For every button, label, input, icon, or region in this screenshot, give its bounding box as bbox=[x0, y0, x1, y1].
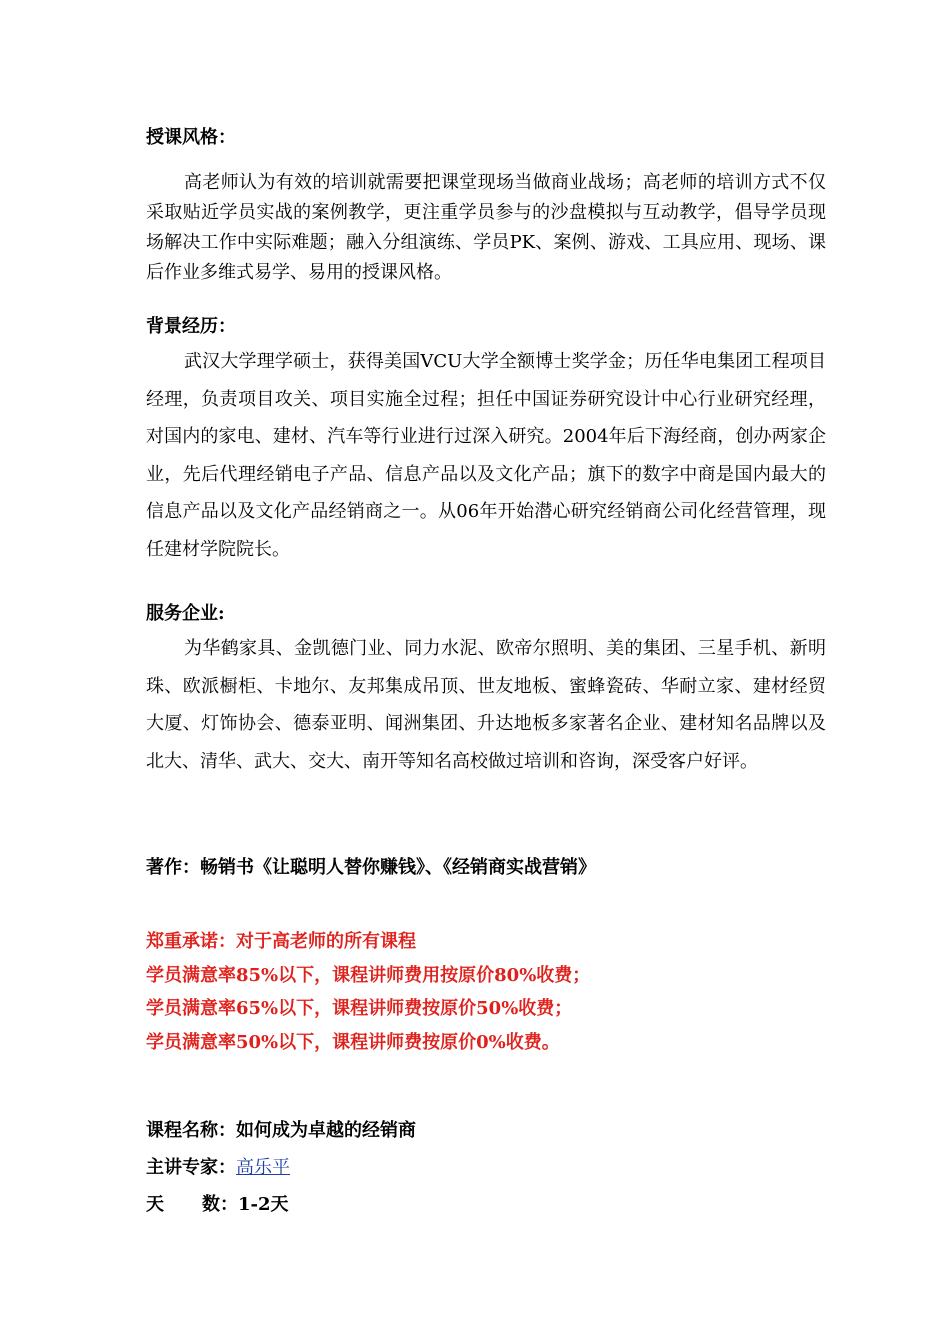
course-expert-label: 主讲专家： bbox=[146, 1157, 236, 1178]
works-section bbox=[146, 856, 826, 880]
course-days-label-second: 数： bbox=[202, 1194, 238, 1215]
teaching-style-paragraph: 高老师认为有效的培训就需要把课堂现场当做商业战场；高老师的培训方式不仅采取贴近学员实战的案例教学，更注重学员参与的沙盘模拟与互动教学，倡导学员现场解决工作中实际难题；融入分组演练、学员PK、案例、游戏、工具应用、现场、课后作业多维式易学、易用的授课风格。 bbox=[146, 172, 826, 283]
course-days-value: 1-2天 bbox=[238, 1194, 289, 1215]
teaching-style-section bbox=[146, 126, 826, 288]
clients-paragraph: 为华鹤家具、金凯德门业、同力水泥、欧帝尔照明、美的集团、三星手机、新明珠、欧派橱柜、卡地尔、友邦集成吊顶、世友地板、蜜蜂瓷砖、华耐立家、建材经贸大厦、灯饰协会、德泰亚明、闻洲集团、升达地板多家著名企业、建材知名品牌以及北大、清华、武大、交大、南开等知名高校做过培训和咨询，深受客户好评。 bbox=[146, 638, 826, 772]
course-expert-row bbox=[146, 1149, 826, 1186]
clients-heading: 服务企业: bbox=[146, 603, 225, 624]
background-heading: 背景经历： bbox=[146, 316, 236, 337]
course-days-row bbox=[146, 1186, 826, 1223]
promise-section bbox=[146, 925, 826, 1059]
clients-section bbox=[146, 602, 826, 780]
works-line: 著作：畅销书《让聪明人替你赚钱》、《经销商实战营销》 bbox=[146, 857, 596, 878]
course-name-label: 课程名称： bbox=[146, 1120, 236, 1141]
course-days-label-first: 天 bbox=[146, 1194, 164, 1215]
background-paragraph: 武汉大学理学硕士，获得美国VCU大学全额博士奖学金；历任华电集团工程项目经理，负责项目攻关、项目实施全过程；担任中国证券研究设计中心行业研究经理，对国内的家电、建材、汽车等行业进行过深入研究。2004年后下海经商，创办两家企业，先后代理经销电子产品、信息产品以及文化产品；旗下的数字中商是国内最大的信息产品以及文化产品经销商之一。从06年开始潜心研究经销商公司化经营管理，现任建材学院院长。 bbox=[146, 351, 826, 560]
promise-line: 学员满意率65%以下，课程讲师费按原价50%收费； bbox=[146, 998, 573, 1019]
course-name-row bbox=[146, 1112, 826, 1149]
teaching-style-heading: 授课风格： bbox=[146, 127, 236, 148]
course-info-section bbox=[146, 1112, 826, 1223]
course-name-value: 如何成为卓越的经销商 bbox=[236, 1120, 416, 1141]
background-section bbox=[146, 315, 826, 568]
promise-line: 郑重承诺：对于高老师的所有课程 bbox=[146, 931, 416, 952]
expert-link[interactable]: 高乐平 bbox=[236, 1157, 290, 1178]
promise-line: 学员满意率50%以下，课程讲师费按原价0%收费。 bbox=[146, 1031, 560, 1053]
promise-line: 学员满意率85%以下，课程讲师费用按原价80%收费； bbox=[146, 964, 591, 986]
